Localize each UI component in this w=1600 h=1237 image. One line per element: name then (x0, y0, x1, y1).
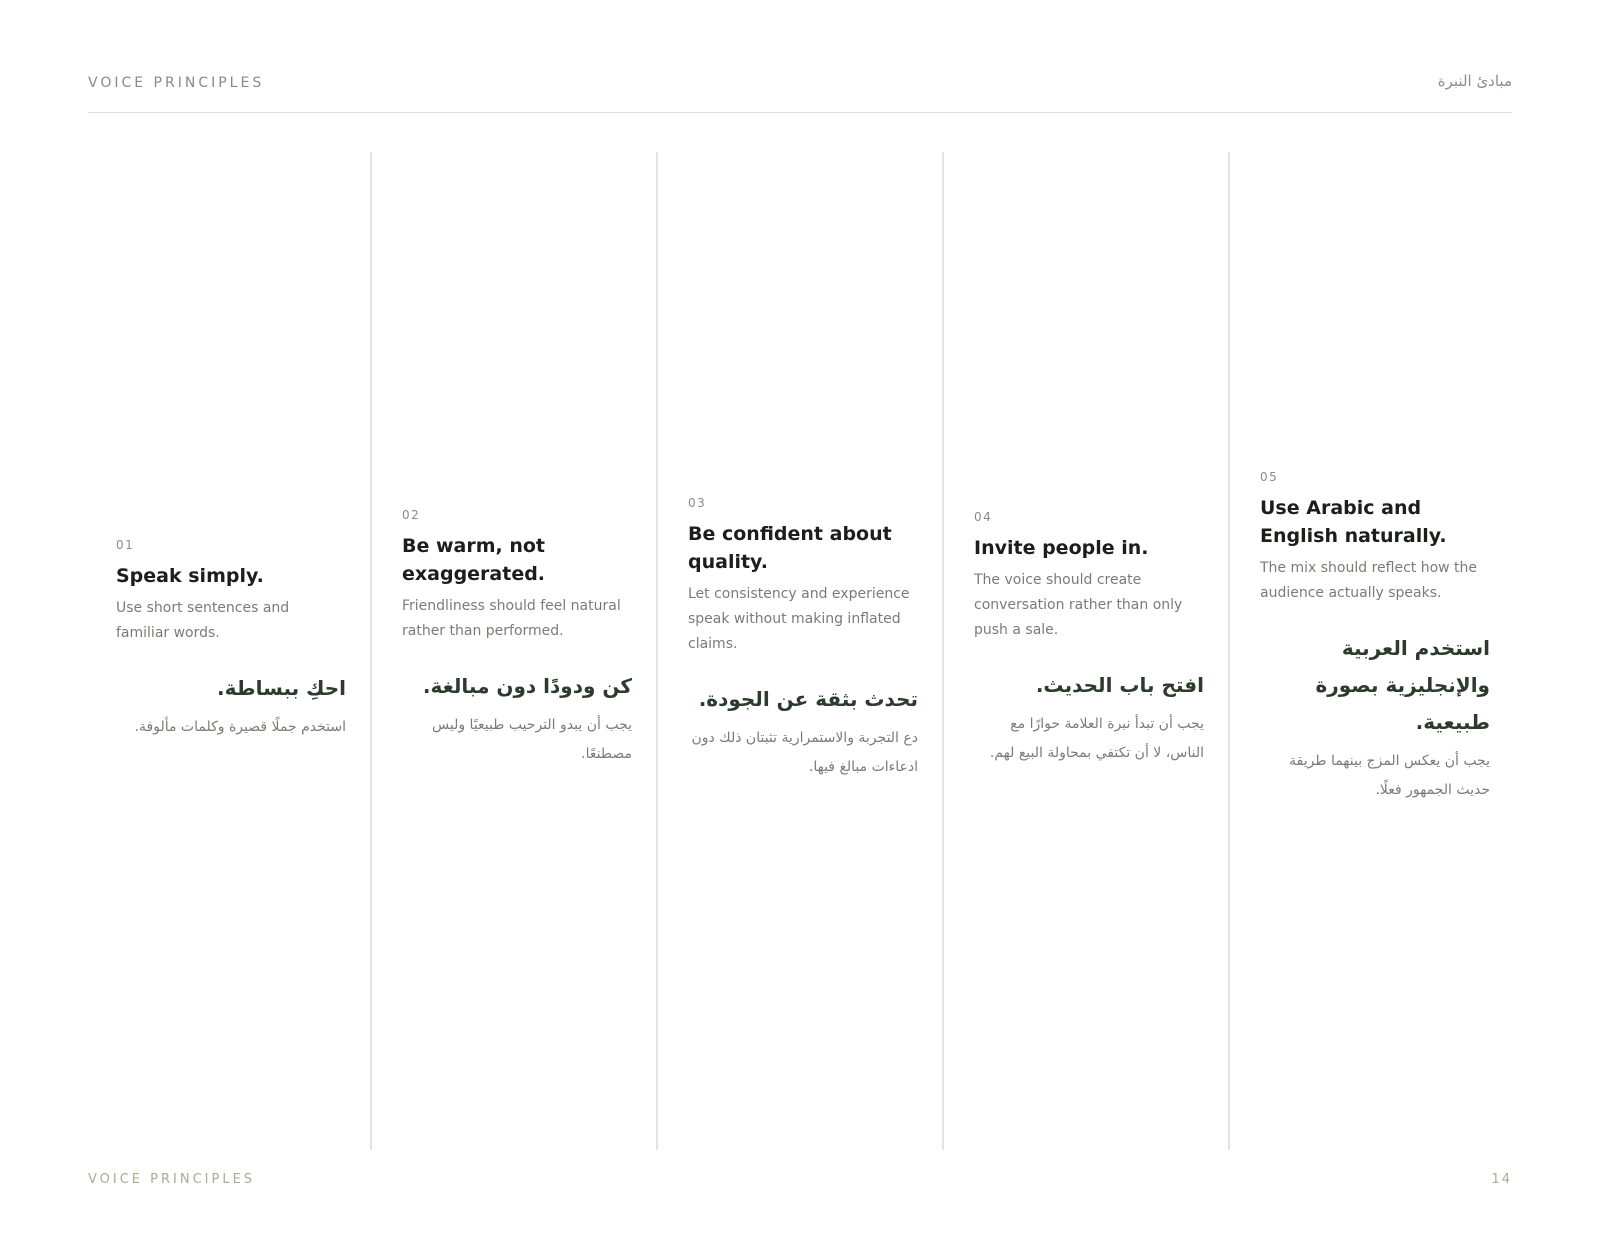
principle-title-ar: استخدم العربية والإنجليزية بصورة طبيعية. (1315, 636, 1490, 734)
principle-title-ar: افتح باب الحديث. (1035, 673, 1204, 697)
principle-title-en: Invite people in. (974, 537, 1149, 559)
principle-body-ar: يجب أن تبدأ نبرة العلامة حوارًا مع الناس، لا أن تكتفي بمحاولة البيع لهم. (989, 716, 1204, 761)
principle-body-en: Use short sentences and familiar words. (116, 600, 290, 641)
principle-body-en: The mix should reflect how the audience actually speaks. (1260, 560, 1478, 601)
principle-column-02 (374, 152, 658, 1150)
principle-content-05 (1260, 470, 1490, 805)
page-header (88, 72, 1512, 113)
page-number: 14 (1491, 1172, 1512, 1187)
header-title-en: VOICE PRINCIPLES (88, 75, 265, 91)
principles-grid (88, 152, 1512, 1150)
principle-body-en: Let consistency and experience speak without making inflated claims. (688, 586, 910, 652)
principle-title-en: Be confident about quality. (688, 523, 892, 573)
principle-body-ar: يجب أن يعكس المزج بينهما طريقة حديث الجمهور فعلًا. (1289, 753, 1490, 798)
header-title-ar: مبادئ النبرة (1437, 72, 1512, 90)
principle-body-ar: يجب أن يبدو الترحيب طبيعيًا وليس مصطنعًا. (432, 717, 632, 762)
principle-number: 04 (974, 510, 993, 524)
principle-body-en: Friendliness should feel natural rather than performed. (402, 598, 621, 639)
principle-body-ar: استخدم جملًا قصيرة وكلمات مألوفة. (134, 719, 346, 735)
principle-title-en: Speak simply. (116, 565, 264, 587)
principle-column-01 (88, 152, 372, 1150)
principle-column-04 (946, 152, 1230, 1150)
principle-content-04 (974, 510, 1204, 768)
principle-title-ar: كن ودودًا دون مبالغة. (422, 674, 632, 698)
principle-number: 01 (116, 538, 135, 552)
principle-body-en: The voice should create conversation rather than only push a sale. (974, 572, 1183, 638)
principle-content-03 (688, 496, 918, 782)
principle-title-en: Use Arabic and English naturally. (1260, 497, 1447, 547)
principle-content-01 (116, 538, 346, 742)
principle-title-en: Be warm, not exaggerated. (402, 535, 546, 585)
principle-content-02 (402, 508, 632, 769)
principle-body-ar: دع التجربة والاستمرارية تثبتان ذلك دون ادعاءات مبالغ فيها. (691, 730, 918, 775)
principle-column-05 (1232, 152, 1512, 1150)
footer-label: VOICE PRINCIPLES (88, 1172, 256, 1187)
principle-number: 05 (1260, 470, 1279, 484)
principle-number: 02 (402, 508, 421, 522)
principle-title-ar: احكِ ببساطة. (217, 676, 346, 700)
principle-number: 03 (688, 496, 707, 510)
principle-title-ar: تحدث بثقة عن الجودة. (698, 687, 918, 711)
principle-column-03 (660, 152, 944, 1150)
